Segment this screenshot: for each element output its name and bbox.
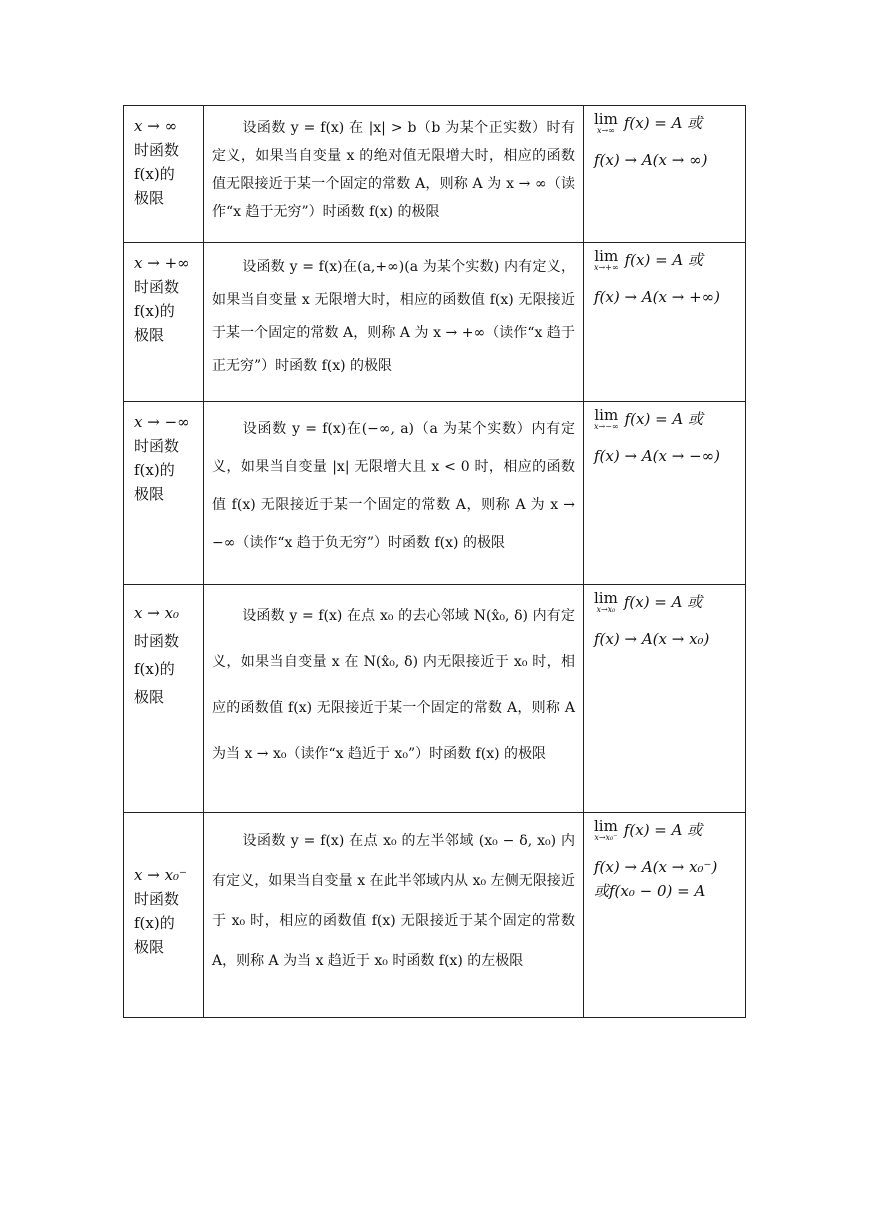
term-cell (124, 106, 204, 243)
term-line: f(x)的 (134, 461, 175, 479)
notation-line: f(x) = A 或 (623, 821, 703, 839)
notation-line: f(x) → A(x → x₀) (594, 630, 710, 648)
notation-line: f(x) → A(x → −∞) (594, 447, 720, 465)
definition-text: 设函数 y = f(x)在(a,+∞)(a 为某个实数) 内有定义，如果当自变量 x 无限增大时，相应的函数值 f(x) 无限接近于某一个固定的常数 A，则称 A 为 x → +∞（读作“x 趋于正无穷”）时函数 f(x) 的极限 (212, 259, 575, 374)
definition-cell (204, 585, 584, 813)
notation-line: f(x) = A 或 (624, 410, 704, 428)
term-line: 时函数 (134, 437, 180, 455)
term-line: 极限 (134, 485, 165, 503)
notation-cell (584, 243, 746, 402)
notation-line: f(x) = A 或 (623, 114, 703, 132)
notation-line: f(x) = A 或 (623, 593, 703, 611)
notation-line: f(x) → A(x → x₀⁻) (594, 858, 718, 876)
term-cell (124, 813, 204, 1018)
definition-text: 设函数 y = f(x) 在点 x₀ 的去心邻域 N(x̂₀, δ) 内有定义，如果当自变量 x 在 N(x̂₀, δ) 内无限接近于 x₀ 时，相应的函数值 f(x) 无限接近于某一个固定的常数 A，则称 A 为当 x → x₀（读作“x 趋近于 x₀”）时函数 f(x) 的极限 (212, 608, 575, 762)
definition-text: 设函数 y = f(x) 在 |x| > b（b 为某个正实数）时有定义，如果当自变量 x 的绝对值无限增大时，相应的函数值无限接近于某一个固定的常数 A，则称 A 为 x → ∞（读作“x 趋于无穷”）时函数 f(x) 的极限 (212, 120, 575, 220)
table-row (124, 402, 746, 585)
term-cell (124, 402, 204, 585)
definition-text: 设函数 y = f(x)在(−∞, a)（a 为某个实数）内有定义，如果当自变量 |x| 无限增大且 x < 0 时，相应的函数值 f(x) 无限接近于某一个固定的常数 A，则称 A 为 x → −∞（读作“x 趋于负无穷”）时函数 f(x) 的极限 (212, 421, 575, 551)
term-line: f(x)的 (134, 302, 175, 320)
limit-symbol: x → −∞ (134, 413, 190, 431)
term-line: f(x)的 (134, 165, 175, 183)
definition-cell (204, 106, 584, 243)
definition-cell (204, 402, 584, 585)
lim-operator: lim x→−∞ (594, 406, 619, 431)
notation-line: f(x) → A(x → ∞) (594, 151, 708, 169)
limit-symbol: x → x₀⁻ (134, 866, 187, 884)
lim-operator: lim x→x₀⁻ (594, 817, 618, 842)
lim-operator: lim x→+∞ (594, 247, 619, 272)
limit-symbol: x → ∞ (134, 117, 178, 135)
term-line: f(x)的 (134, 914, 175, 932)
term-line: 时函数 (134, 632, 180, 650)
notation-line: f(x) = A 或 (624, 251, 704, 269)
notation-cell (584, 585, 746, 813)
lim-operator: lim x→∞ (594, 110, 618, 135)
definition-cell (204, 243, 584, 402)
term-line: f(x)的 (134, 660, 175, 678)
term-line: 极限 (134, 326, 165, 344)
notation-cell (584, 813, 746, 1018)
notation-line: f(x) → A(x → +∞) (594, 288, 720, 306)
term-line: 极限 (134, 938, 165, 956)
term-cell (124, 243, 204, 402)
notation-cell (584, 402, 746, 585)
notation-line: 或f(x₀ − 0) = A (594, 882, 706, 900)
term-line: 时函数 (134, 278, 180, 296)
term-line: 时函数 (134, 141, 180, 159)
limit-symbol: x → x₀ (134, 604, 180, 622)
term-line: 时函数 (134, 890, 180, 908)
lim-operator: lim x→x₀ (594, 589, 618, 614)
definition-text: 设函数 y = f(x) 在点 x₀ 的左半邻域 (x₀ − δ, x₀) 内有定义，如果当自变量 x 在此半邻域内从 x₀ 左侧无限接近于 x₀ 时，相应的函数值 f(x) 无限接近于某个固定的常数 A，则称 A 为当 x 趋近于 x₀ 时函数 f(x) 的左极限 (212, 833, 575, 969)
term-line: 极限 (134, 189, 165, 207)
table-row (124, 106, 746, 243)
definition-cell (204, 813, 584, 1018)
limits-definition-table (123, 105, 746, 1018)
term-cell (124, 585, 204, 813)
table-row (124, 813, 746, 1018)
term-line: 极限 (134, 688, 165, 706)
limit-symbol: x → +∞ (134, 254, 190, 272)
notation-cell (584, 106, 746, 243)
table-row (124, 585, 746, 813)
table-row (124, 243, 746, 402)
